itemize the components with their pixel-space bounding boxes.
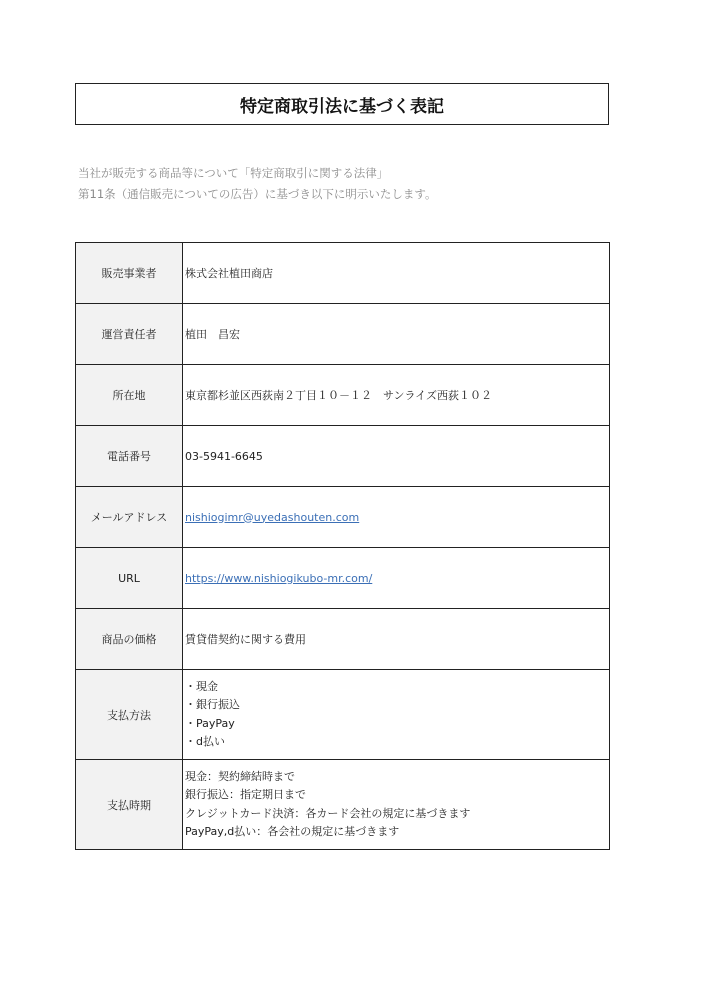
table-row-seller — [76, 243, 610, 304]
table-row-phone — [76, 426, 610, 487]
list-item: ・銀行振込 — [185, 698, 240, 711]
table-row-address — [76, 365, 610, 426]
list-item: ・d払い — [185, 735, 225, 748]
row-label: 支払方法 — [76, 670, 183, 760]
email-link[interactable]: nishiogimr@uyedashouten.com — [185, 510, 360, 524]
intro-text — [78, 163, 436, 205]
row-value — [183, 760, 610, 850]
intro-line-1: 当社が販売する商品等について「特定商取引に関する法律」 — [78, 166, 389, 180]
row-value: 03-5941-6645 — [183, 426, 610, 487]
page-title: 特定商取引法に基づく表記 — [75, 83, 609, 125]
row-value: 株式会社植田商店 — [183, 243, 610, 304]
table-row-payment-method — [76, 670, 610, 760]
table-row-payment-timing — [76, 760, 610, 850]
list-item: 現金：契約締結時まで — [185, 769, 295, 783]
list-item: 銀行振込：指定期日まで — [185, 788, 306, 801]
row-value — [183, 670, 610, 760]
row-value: 賃貸借契約に関する費用 — [183, 609, 610, 670]
row-label: メールアドレス — [76, 487, 183, 548]
table-row-price — [76, 609, 610, 670]
row-label: 運営責任者 — [76, 304, 183, 365]
row-label: 支払時期 — [76, 760, 183, 850]
row-label: URL — [76, 548, 183, 609]
row-value — [183, 487, 610, 548]
row-value: 東京都杉並区西荻南２丁目１０－１２ サンライズ西荻１０２ — [183, 365, 610, 426]
row-label: 商品の価格 — [76, 609, 183, 670]
row-value: 植田 昌宏 — [183, 304, 610, 365]
row-label: 電話番号 — [76, 426, 183, 487]
disclosure-table — [75, 242, 610, 850]
table-row-email — [76, 487, 610, 548]
list-item: PayPay,d払い：各会社の規定に基づきます — [185, 825, 400, 838]
intro-line-2: 第11条（通信販売についての広告）に基づき以下に明示いたします。 — [78, 187, 437, 201]
list-item: ・PayPay — [185, 716, 235, 730]
list-item: ・現金 — [185, 679, 218, 693]
row-value — [183, 548, 610, 609]
row-label: 所在地 — [76, 365, 183, 426]
table-row-url — [76, 548, 610, 609]
table-row-manager — [76, 304, 610, 365]
row-label: 販売事業者 — [76, 243, 183, 304]
list-item: クレジットカード決済：各カード会社の規定に基づきます — [185, 806, 471, 820]
website-link[interactable]: https://www.nishiogikubo-mr.com/ — [185, 571, 373, 585]
